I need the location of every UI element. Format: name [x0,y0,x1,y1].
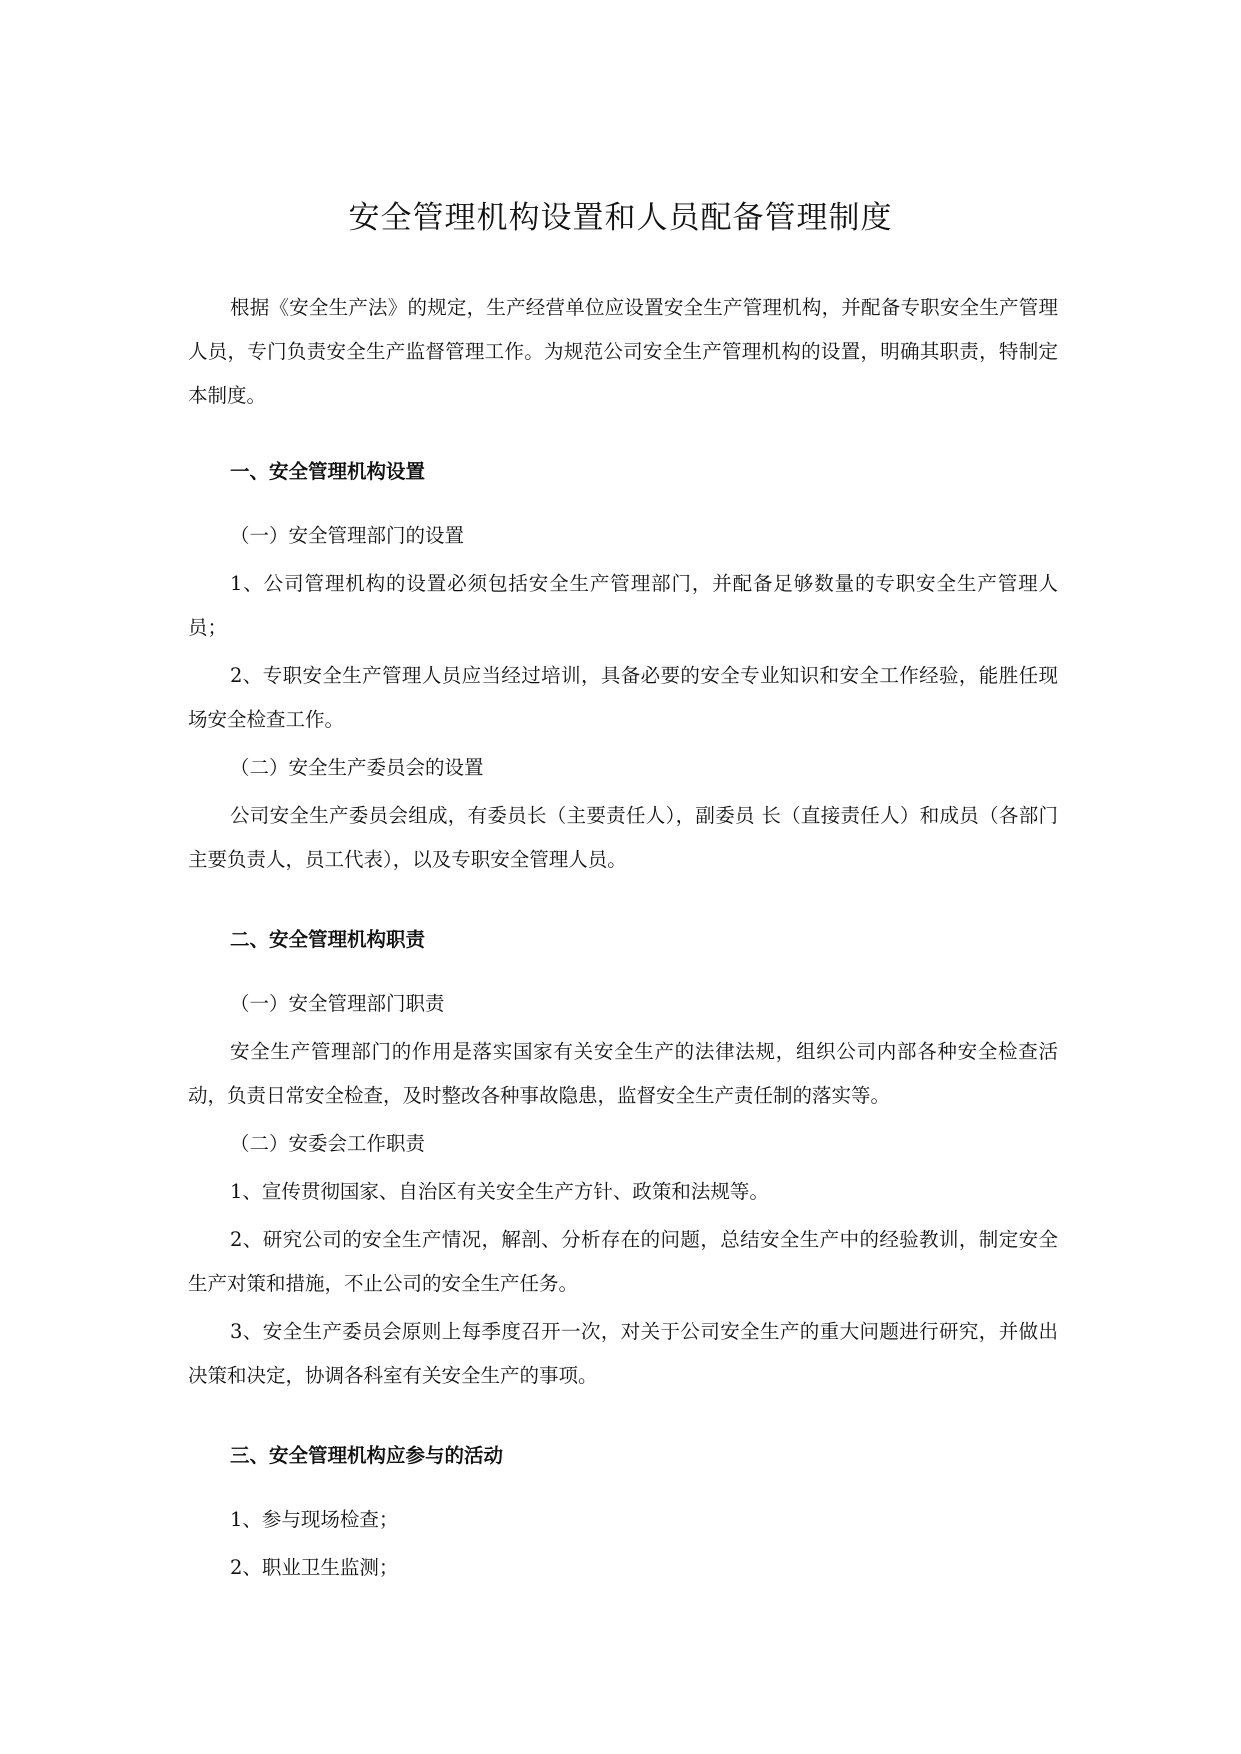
section-2-paragraph: 安全生产管理部门的作用是落实国家有关安全生产的法律法规，组织公司内部各种安全检查活动，负责日常安全检查，及时整改各种事故隐患，监督安全生产责任制的落实等。 [188,1040,1058,1107]
section-1-heading: 一、安全管理机构设置 [230,460,426,483]
document-title: 安全管理机构设置和人员配备管理制度 [348,200,893,236]
section-1-paragraph: 公司安全生产委员会组成，有委员长（主要责任人），副委员 长（直接责任人）和成员（各部门主要负责人，员工代表），以及专职安全管理人员。 [188,804,1058,871]
section-2-subheading-2: （二）安委会工作职责 [230,1132,426,1155]
section-1-item-1: 1、公司管理机构的设置必须包括安全生产管理部门，并配备足够数量的专职安全生产管理人员； [188,572,1058,639]
section-2-heading: 二、安全管理机构职责 [230,928,426,951]
intro-paragraph: 根据《安全生产法》的规定，生产经营单位应设置安全生产管理机构，并配备专职安全生产管理人员，专门负责安全生产监督管理工作。为规范公司安全生产管理机构的设置，明确其职责，特制定本制度。 [188,296,1058,407]
section-1-item-2: 2、专职安全生产管理人员应当经过培训，具备必要的安全专业知识和安全工作经验，能胜任现场安全检查工作。 [188,664,1058,731]
section-1-subheading-2: （二）安全生产委员会的设置 [230,756,484,779]
section-2-subheading-1: （一）安全管理部门职责 [230,992,445,1015]
section-3-item-2: 2、职业卫生监测； [230,1556,399,1579]
section-2-item-3: 3、安全生产委员会原则上每季度召开一次，对关于公司安全生产的重大问题进行研究，并做出决策和决定，协调各科室有关安全生产的事项。 [188,1320,1058,1387]
section-1-subheading-1: （一）安全管理部门的设置 [230,524,465,547]
section-3-heading: 三、安全管理机构应参与的活动 [230,1444,504,1467]
section-2-item-2: 2、研究公司的安全生产情况，解剖、分析存在的问题，总结安全生产中的经验教训，制定安全生产对策和措施，不止公司的安全生产任务。 [188,1228,1058,1295]
section-3-item-1: 1、参与现场检查； [230,1508,399,1531]
section-2-item-1: 1、宣传贯彻国家、自治区有关安全生产方针、政策和法规等。 [230,1180,769,1203]
